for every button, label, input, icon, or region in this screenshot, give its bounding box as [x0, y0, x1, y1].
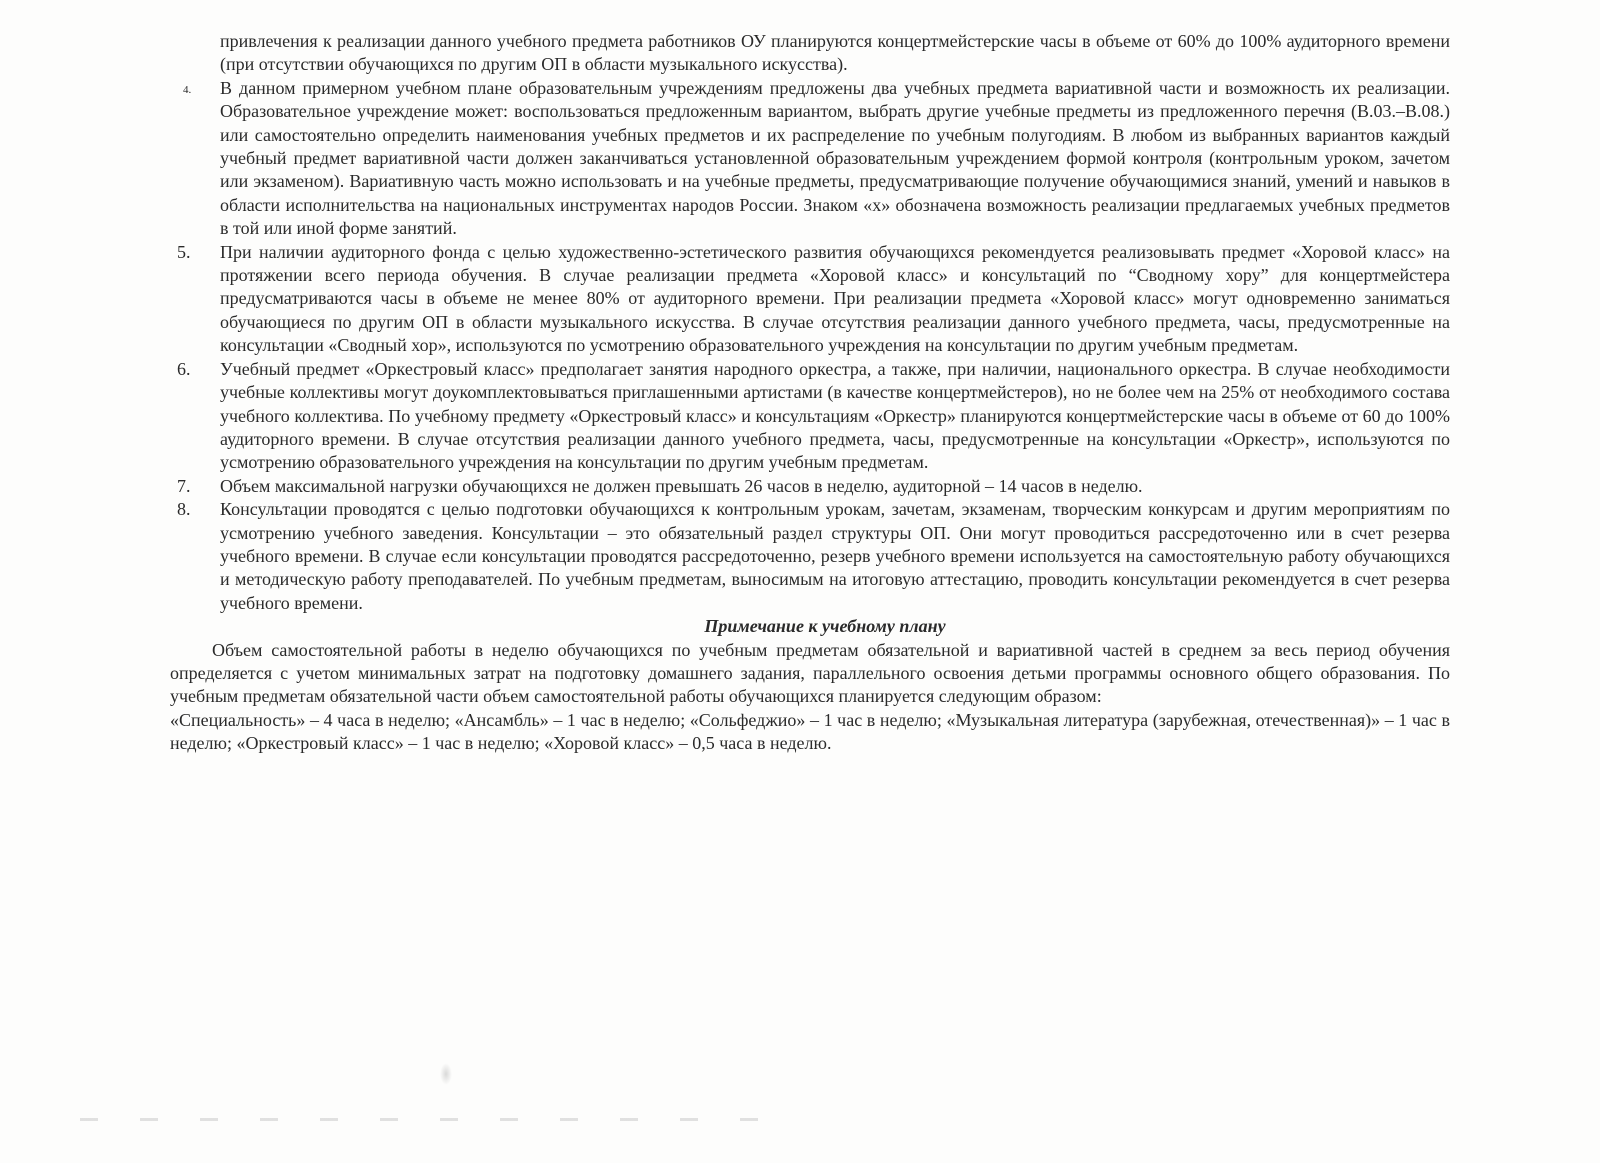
- list-item-7: [170, 475, 1450, 498]
- list-item-4: [170, 77, 1450, 241]
- note-heading: Примечание к учебному плану: [704, 616, 946, 637]
- item-number: 6.: [177, 358, 191, 379]
- list-item-6: [170, 358, 1450, 475]
- scan-smudge: [440, 1063, 452, 1085]
- item-text: В данном примерном учебном плане образовательным учреждениям предложены два учебных предмета вариативной части и возможность их реализации. Образовательное учреждение может: воспользоваться предложенным вариантом, выбрать другие учебные предметы из предложенного перечня (В.03.–В.08.) или самостоятельно определить наименования учебных предметов и их распределение по учебным полугодиям. В любом из выбранных вариантов каждый учебный предмет вариативной части должен заканчиваться установленной образовательным учреждением формой контроля (контрольным уроком, зачетом или экзаменом). Вариативную часть можно использовать и на учебные предметы, предусматривающие получение обучающимися знаний, умений и навыков в области исполнительства на национальных инструментах народов России. Знаком «х» обозначена возможность реализации предлагаемых учебных предметов в той или иной форме занятий.: [220, 77, 1450, 239]
- list-item-5: [170, 241, 1450, 358]
- note-hours-list: «Специальность» – 4 часа в неделю; «Ансамбль» – 1 час в неделю; «Сольфеджио» – 1 час в неделю; «Музыкальная литература (зарубежная, отечественная)» – 1 час в неделю; «Оркестровый класс» – 1 час в неделю; «Хоровой класс» – 0,5 часа в неделю.: [170, 709, 1450, 754]
- item-number: 5.: [177, 241, 191, 262]
- item-text: Консультации проводятся с целью подготовки обучающихся к контрольным урокам, зачетам, экзаменам, творческим конкурсам и другим мероприятиям по усмотрению учебного заведения. Консультации – это обязательный раздел структуры ОП. Они могут проводиться рассредоточенно или в счет резерва учебного времени. В случае если консультации проводятся рассредоточенно, резерв учебного времени используется на самостоятельную работу обучающихся и методическую работу преподавателей. По учебным предметам, выносимым на итоговую аттестацию, проводить консультации рекомендуется в счет резерва учебного времени.: [220, 499, 1450, 613]
- item-text: Объем максимальной нагрузки обучающихся не должен превышать 26 часов в неделю, аудиторной – 14 часов в неделю.: [220, 475, 1143, 496]
- note-paragraph: Объем самостоятельной работы в неделю обучающихся по учебным предметам обязательной и вариативной частей в среднем за весь период обучения определяется с учетом минимальных затрат на подготовку домашнего задания, параллельного освоения детьми программы основного общего образования. По учебным предметам обязательной части объем самостоятельной работы обучающихся планируется следующим образом:: [170, 639, 1450, 707]
- document-body: [170, 30, 1450, 756]
- item-text: При наличии аудиторного фонда с целью художественно-эстетического развития обучающихся рекомендуется реализовывать предмет «Хоровой класс» на протяжении всего периода обучения. В случае реализации предмета «Хоровой класс» и консультаций по “Сводному хору” для концертмейстера предусматриваются часы в объеме не менее 80% от аудиторного времени. При реализации предмета «Хоровой класс» могут одновременно заниматься обучающиеся по другим ОП в области музыкального искусства. В случае отсутствия реализации данного учебного предмета, часы, предусмотренные на консультации «Сводный хор», используются по усмотрению образовательного учреждения на консультации по другим учебным предметам.: [220, 241, 1450, 356]
- item-number: 7.: [177, 475, 191, 496]
- list-item-8: [170, 498, 1450, 615]
- item-text: Учебный предмет «Оркестровый класс» предполагает занятия народного оркестра, а также, при наличии, национального оркестра. В случае необходимости учебные коллективы могут доукомплектовываться приглашенными артистами (в качестве концертмейстеров), но не более чем на 25% от необходимого состава учебного коллектива. По учебному предмету «Оркестровый класс» и консультациям «Оркестр» планируются концертмейстерские часы в объеме от 60 до 100% аудиторного времени. В случае отсутствия реализации данного учебного предмета, часы, предусмотренные на консультации «Оркестр», используются по усмотрению образовательного учреждения на консультации по другим учебным предметам.: [220, 358, 1450, 473]
- continuation-paragraph: привлечения к реализации данного учебного предмета работников ОУ планируются концертмейстерские часы в объеме от 60% до 100% аудиторного времени (при отсутствии обучающихся по другим ОП в области музыкального искусства).: [220, 31, 1450, 75]
- item-number: 4.: [183, 83, 192, 96]
- item-number: 8.: [177, 499, 191, 520]
- scan-edge-noise: [80, 1118, 780, 1121]
